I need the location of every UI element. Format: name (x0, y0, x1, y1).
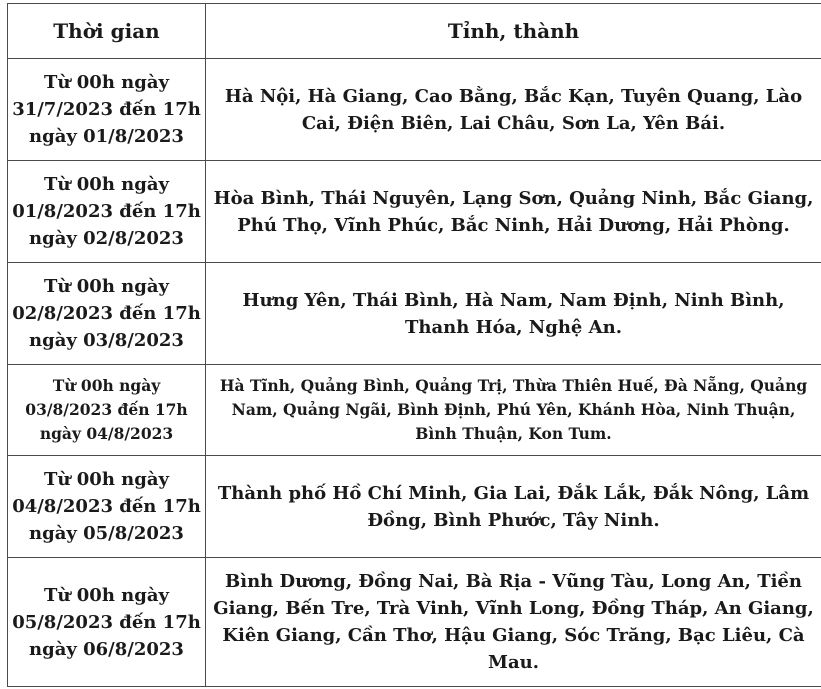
time-cell: Từ 00h ngày 04/8/2023 đến 17h ngày 05/8/2023 (8, 456, 206, 558)
schedule-table (7, 3, 821, 687)
provinces-cell: Hà Tĩnh, Quảng Bình, Quảng Trị, Thừa Thiên Huế, Đà Nẵng, Quảng Nam, Quảng Ngãi, Bình Định, Phú Yên, Khánh Hòa, Ninh Thuận, Bình Thuận, Kon Tum. (206, 365, 821, 456)
table-row (8, 263, 821, 365)
time-cell: Từ 00h ngày 31/7/2023 đến 17h ngày 01/8/2023 (8, 59, 206, 161)
table-row (8, 161, 821, 263)
header-row (8, 4, 821, 59)
table-row (8, 558, 821, 687)
table-row (8, 456, 821, 558)
header-time: Thời gian (8, 4, 206, 59)
time-cell: Từ 00h ngày 01/8/2023 đến 17h ngày 02/8/2023 (8, 161, 206, 263)
provinces-cell: Hà Nội, Hà Giang, Cao Bằng, Bắc Kạn, Tuyên Quang, Lào Cai, Điện Biên, Lai Châu, Sơn La, Yên Bái. (206, 59, 821, 161)
provinces-cell: Hưng Yên, Thái Bình, Hà Nam, Nam Định, Ninh Bình, Thanh Hóa, Nghệ An. (206, 263, 821, 365)
header-provinces: Tỉnh, thành (206, 4, 821, 59)
provinces-cell: Bình Dương, Đồng Nai, Bà Rịa - Vũng Tàu, Long An, Tiền Giang, Bến Tre, Trà Vinh, Vĩnh Long, Đồng Tháp, An Giang, Kiên Giang, Cần Thơ, Hậu Giang, Sóc Trăng, Bạc Liêu, Cà Mau. (206, 558, 821, 687)
time-cell: Từ 00h ngày 02/8/2023 đến 17h ngày 03/8/2023 (8, 263, 206, 365)
provinces-cell: Thành phố Hồ Chí Minh, Gia Lai, Đắk Lắk, Đắk Nông, Lâm Đồng, Bình Phước, Tây Ninh. (206, 456, 821, 558)
provinces-cell: Hòa Bình, Thái Nguyên, Lạng Sơn, Quảng Ninh, Bắc Giang, Phú Thọ, Vĩnh Phúc, Bắc Ninh, Hải Dương, Hải Phòng. (206, 161, 821, 263)
time-cell: Từ 00h ngày 03/8/2023 đến 17h ngày 04/8/2023 (8, 365, 206, 456)
time-cell: Từ 00h ngày 05/8/2023 đến 17h ngày 06/8/2023 (8, 558, 206, 687)
table-row (8, 59, 821, 161)
table-row (8, 365, 821, 456)
